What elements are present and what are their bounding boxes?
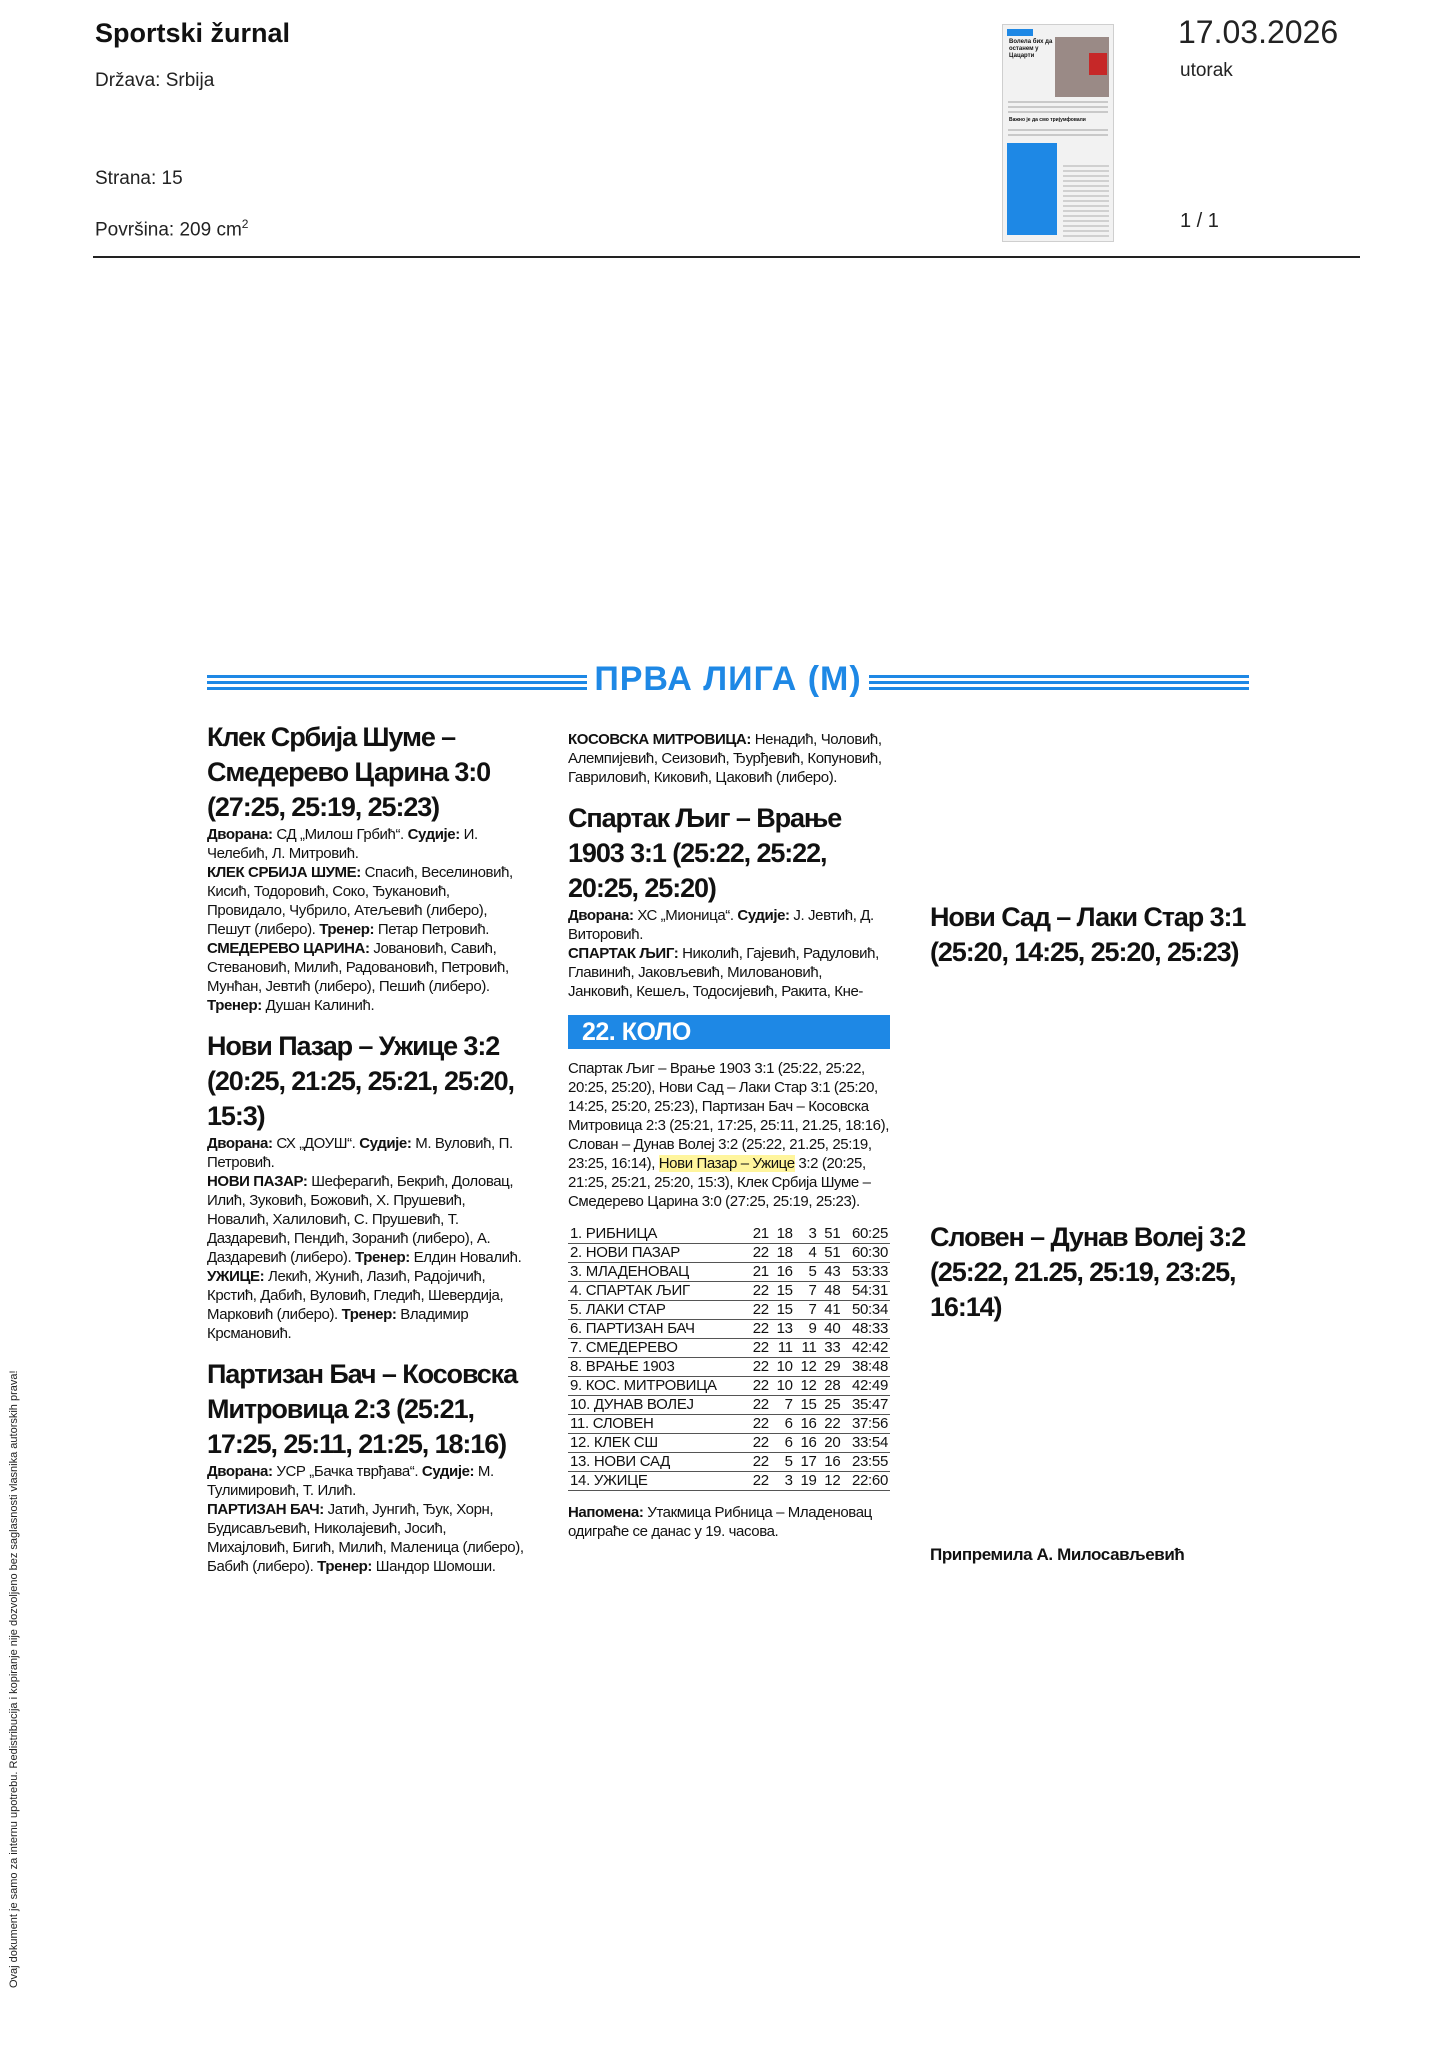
team-name-cell: 2. НОВИ ПАЗАР <box>568 1244 747 1263</box>
stat-cell: 5 <box>795 1263 819 1282</box>
hall-name: ХС „Мионица“. <box>633 907 734 924</box>
team-roster: Јовановић, Савић, Стевановић, Милић, Радовановић, Петровић, Мунћан, Јевтић (либеро), Пешић (либеро). <box>207 940 509 995</box>
stat-cell: 17 <box>795 1453 819 1472</box>
team-label: УЖИЦЕ: <box>207 1268 265 1285</box>
issue-date: 17.03.2026 <box>1178 14 1339 50</box>
stat-cell: 20 <box>819 1434 843 1453</box>
header-divider <box>93 256 1360 258</box>
hall-name: СХ „ДОУШ“. <box>272 1135 356 1152</box>
stat-cell: 18 <box>771 1244 795 1263</box>
table-row <box>568 1396 890 1415</box>
hall-label: Дворана: <box>207 826 273 843</box>
stat-cell: 6 <box>771 1415 795 1434</box>
stat-cell: 50:34 <box>842 1301 890 1320</box>
referees-label: Судије: <box>733 907 790 924</box>
match-4-hall <box>568 906 890 944</box>
thumbnail-accent-bar <box>1007 29 1033 36</box>
stat-cell: 53:33 <box>842 1263 890 1282</box>
hall-label: Дворана: <box>568 907 634 924</box>
table-row <box>568 1225 890 1244</box>
stat-cell: 9 <box>795 1320 819 1339</box>
coach-label: Тренер: <box>351 1249 410 1266</box>
stat-cell: 22 <box>747 1320 771 1339</box>
thumbnail-photo-jersey <box>1089 53 1107 75</box>
stat-cell: 22 <box>747 1244 771 1263</box>
hall-name: СД „Милош Грбић“. <box>272 826 404 843</box>
stat-cell: 23:55 <box>842 1453 890 1472</box>
section-header <box>207 660 1249 704</box>
team-roster: Јатић, Јунгић, Ђук, Хорн, Будисављевић, Николајевић, Јосић, Михајловић, Бигић, Милић, Маленица (либеро), Бабић (либеро). <box>207 1501 524 1575</box>
team-label: СПАРТАК ЉИГ: <box>568 945 679 962</box>
page-label: Strana: 15 <box>95 168 183 189</box>
issue-weekday: utorak <box>1180 60 1233 81</box>
stat-cell: 10 <box>771 1358 795 1377</box>
team-name-cell: 4. СПАРТАК ЉИГ <box>568 1282 747 1301</box>
stat-cell: 48:33 <box>842 1320 890 1339</box>
thumbnail-blue-box <box>1007 143 1057 235</box>
stat-cell: 25 <box>819 1396 843 1415</box>
team-name-cell: 6. ПАРТИЗАН БАЧ <box>568 1320 747 1339</box>
match-6-heading: Словен – Дунав Волеј 3:2 (25:22, 21.25, 25:19, 23:25, 16:14) <box>930 1222 1246 1322</box>
stat-cell: 48 <box>819 1282 843 1301</box>
stat-cell: 16 <box>771 1263 795 1282</box>
referees-label: Судије: <box>418 1463 475 1480</box>
round-results <box>568 1059 890 1211</box>
match-3-hall <box>207 1462 527 1500</box>
stat-cell: 22 <box>747 1377 771 1396</box>
team-label: НОВИ ПАЗАР: <box>207 1173 308 1190</box>
match-1-team-1 <box>207 863 527 939</box>
coach-label: Тренер: <box>313 1558 373 1575</box>
stat-cell: 11 <box>771 1339 795 1358</box>
stat-cell: 5 <box>771 1453 795 1472</box>
team-name-cell: 9. КОС. МИТРОВИЦА <box>568 1377 747 1396</box>
team-name-cell: 13. НОВИ САД <box>568 1453 747 1472</box>
match-2-heading: Нови Пазар – Ужице 3:2 (20:25, 21:25, 25:21, 25:20, 15:3) <box>207 1031 514 1131</box>
stat-cell: 16 <box>795 1415 819 1434</box>
table-row <box>568 1339 890 1358</box>
match-1-hall <box>207 825 527 863</box>
match-4-team-1 <box>568 944 890 1001</box>
table-row <box>568 1301 890 1320</box>
results-text: 3:2 (20:25, 21:25, 25:21, 25:20, 15:3), Клек Србија Шуме – Смедерево Царина 3:0 (27:25, 25:19, 25:23). <box>568 1155 871 1210</box>
team-name-cell: 8. ВРАЊЕ 1903 <box>568 1358 747 1377</box>
stat-cell: 6 <box>771 1434 795 1453</box>
copyright-note: Ovaj dokument je samo za internu upotrebu. Redistribucija i kopiranje nije dozvoljeno bez saglasnosti vlasnika autorskih prava! <box>8 1370 20 1988</box>
column-1 <box>207 720 527 1576</box>
coach-name: Шандор Шомоши. <box>372 1558 496 1575</box>
column-3 <box>930 900 1252 1564</box>
area-superscript: 2 <box>241 217 249 231</box>
match-5-heading: Нови Сад – Лаки Стар 3:1 (25:20, 14:25, 25:20, 25:23) <box>930 902 1246 967</box>
stat-cell: 19 <box>795 1472 819 1491</box>
page-thumbnail[interactable] <box>1002 24 1114 242</box>
stat-cell: 7 <box>795 1282 819 1301</box>
stat-cell: 21 <box>747 1225 771 1244</box>
stat-cell: 7 <box>795 1301 819 1320</box>
match-3-team-2 <box>568 730 890 787</box>
stat-cell: 28 <box>819 1377 843 1396</box>
stat-cell: 15 <box>795 1396 819 1415</box>
coach-label: Тренер: <box>337 1306 397 1323</box>
team-label: СМЕДЕРЕВО ЦАРИНА: <box>207 940 370 957</box>
stat-cell: 22 <box>747 1301 771 1320</box>
coach-name: Владимир Крсмановић. <box>207 1306 469 1342</box>
stat-cell: 22 <box>747 1358 771 1377</box>
stat-cell: 29 <box>819 1358 843 1377</box>
standings-note <box>568 1503 890 1541</box>
stat-cell: 11 <box>795 1339 819 1358</box>
stat-cell: 18 <box>771 1225 795 1244</box>
team-label: ПАРТИЗАН БАЧ: <box>207 1501 324 1518</box>
hall-name: УСР „Бачка тврђава“. <box>272 1463 419 1480</box>
standings-body <box>568 1225 890 1491</box>
stat-cell: 12 <box>795 1377 819 1396</box>
match-1-heading: Клек Србија Шуме – Смедерево Царина 3:0 (27:25, 25:19, 25:23) <box>207 722 491 822</box>
match-2-team-2 <box>207 1267 527 1343</box>
stat-cell: 13 <box>771 1320 795 1339</box>
hall-label: Дворана: <box>207 1135 273 1152</box>
stat-cell: 16 <box>795 1434 819 1453</box>
stat-cell: 22 <box>747 1282 771 1301</box>
stat-cell: 51 <box>819 1225 843 1244</box>
team-name-cell: 5. ЛАКИ СТАР <box>568 1301 747 1320</box>
stat-cell: 22 <box>747 1396 771 1415</box>
stat-cell: 15 <box>771 1301 795 1320</box>
team-name-cell: 3. МЛАДЕНОВАЦ <box>568 1263 747 1282</box>
coach-label: Тренер: <box>315 921 375 938</box>
table-row <box>568 1472 890 1491</box>
stat-cell: 37:56 <box>842 1415 890 1434</box>
table-row <box>568 1244 890 1263</box>
table-row <box>568 1320 890 1339</box>
match-1-team-2 <box>207 939 527 1015</box>
stat-cell: 33:54 <box>842 1434 890 1453</box>
stat-cell: 7 <box>771 1396 795 1415</box>
team-roster: Шеферагић, Бекрић, Доловац, Илић, Зуковић, Божовић, Х. Прушевић, Новалић, Халиловић, С. Прушевић, Т. Даздаревић, Пендић, Зоранић (либеро), А. Даздаревић (либеро). <box>207 1173 514 1266</box>
page-counter: 1 / 1 <box>1180 210 1219 232</box>
area-text: Površina: 209 cm <box>95 219 242 241</box>
referees-label: Судије: <box>355 1135 412 1152</box>
team-roster: Лекић, Жунић, Лазић, Радојичић, Крстић, Дабић, Вуловић, Гледић, Шевердија, Марковић (либеро). <box>207 1268 504 1323</box>
stat-cell: 35:47 <box>842 1396 890 1415</box>
stat-cell: 22 <box>747 1339 771 1358</box>
note-text: Утакмица Рибница – Младеновац одиграће се данас у 19. часова. <box>568 1504 872 1540</box>
thumbnail-subhead: Важно је да смо тријумфовали <box>1009 117 1086 123</box>
stat-cell: 43 <box>819 1263 843 1282</box>
stat-cell: 3 <box>795 1225 819 1244</box>
column-2 <box>568 730 890 1541</box>
stat-cell: 16 <box>819 1453 843 1472</box>
referees-names: И. Челебић, Л. Митровић. <box>207 826 478 862</box>
highlighted-match: Нови Пазар – Ужице <box>658 1155 795 1172</box>
match-3-heading: Партизан Бач – Косовска Митровица 2:3 (25:21, 17:25, 25:11, 21:25, 18:16) <box>207 1359 518 1459</box>
team-name-cell: 10. ДУНАВ ВОЛЕЈ <box>568 1396 747 1415</box>
coach-name: Елдин Новалић. <box>409 1249 522 1266</box>
thumbnail-text-line <box>1008 129 1108 131</box>
hall-label: Дворана: <box>207 1463 273 1480</box>
area-label <box>95 217 248 241</box>
thumbnail-text-line <box>1008 106 1108 108</box>
stat-cell: 51 <box>819 1244 843 1263</box>
coach-name: Петар Петровић. <box>374 921 490 938</box>
stat-cell: 22 <box>747 1415 771 1434</box>
stat-cell: 60:25 <box>842 1225 890 1244</box>
coach-name: Душан Калинић. <box>261 997 375 1014</box>
standings-table <box>568 1225 890 1491</box>
team-roster: Николић, Гајевић, Радуловић, Главинић, Јаковљевић, Миловановић, Јанковић, Кешељ, Тодосијевић, Ракита, Кне- <box>568 945 879 1000</box>
publication-title: Sportski žurnal <box>95 18 291 48</box>
stat-cell: 10 <box>771 1377 795 1396</box>
thumbnail-text-line <box>1008 134 1108 136</box>
team-name-cell: 7. СМЕДЕРЕВО <box>568 1339 747 1358</box>
stat-cell: 42:49 <box>842 1377 890 1396</box>
thumbnail-text-line <box>1008 111 1108 113</box>
referees-names: М. Тулимировић, Т. Илић. <box>207 1463 494 1499</box>
stat-cell: 22 <box>747 1434 771 1453</box>
table-row <box>568 1415 890 1434</box>
stat-cell: 60:30 <box>842 1244 890 1263</box>
team-label: КОСОВСКА МИТРОВИЦА: <box>568 731 751 748</box>
thumbnail-headline: Волела бих да останем у Цацарти <box>1009 39 1053 59</box>
stat-cell: 21 <box>747 1263 771 1282</box>
coach-label: Тренер: <box>207 997 262 1014</box>
thumbnail-text-line <box>1008 101 1108 103</box>
match-2-hall <box>207 1134 527 1172</box>
match-2-team-1 <box>207 1172 527 1267</box>
table-row <box>568 1358 890 1377</box>
match-3-team-1 <box>207 1500 527 1576</box>
country-label: Država: Srbija <box>95 70 215 91</box>
table-row <box>568 1453 890 1472</box>
team-roster: Спасић, Веселиновић, Кисић, Тодоровић, Соко, Ђукановић, Провидало, Чубрило, Атељевић (либеро), Пешут (либеро). <box>207 864 513 938</box>
stat-cell: 33 <box>819 1339 843 1358</box>
stat-cell: 38:48 <box>842 1358 890 1377</box>
byline: Припремила А. Милосављевић <box>930 1545 1185 1564</box>
stat-cell: 41 <box>819 1301 843 1320</box>
team-name-cell: 12. КЛЕК СШ <box>568 1434 747 1453</box>
stat-cell: 40 <box>819 1320 843 1339</box>
stat-cell: 12 <box>819 1472 843 1491</box>
note-label: Напомена: <box>568 1504 644 1521</box>
team-label: КЛЕК СРБИЈА ШУМЕ: <box>207 864 361 881</box>
results-text: Спартак Љиг – Врање 1903 3:1 (25:22, 25:22, 20:25, 25:20), Нови Сад – Лаки Стар 3:1 (25:20, 14:25, 25:20, 25:23), Партизан Бач – Косовска Митровица 2:3 (25:21, 17:25, 25:11, 21.25, 18:16), Слован – Дунав Волеј 3:2 (25:22, 21.25, 25:19, 23:25, 16:14), <box>568 1060 889 1172</box>
match-4-heading: Спартак Љиг – Врање 1903 3:1 (25:22, 25:22, 20:25, 25:20) <box>568 803 842 903</box>
stat-cell: 22 <box>747 1472 771 1491</box>
stat-cell: 15 <box>771 1282 795 1301</box>
stat-cell: 42:42 <box>842 1339 890 1358</box>
round-banner: 22. КОЛО <box>568 1015 890 1049</box>
stat-cell: 22:60 <box>842 1472 890 1491</box>
table-row <box>568 1377 890 1396</box>
section-title: ПРВА ЛИГА (М) <box>594 660 862 698</box>
team-name-cell: 1. РИБНИЦА <box>568 1225 747 1244</box>
referees-label: Судије: <box>403 826 460 843</box>
referees-names: Ј. Јевтић, Д. Виторовић. <box>568 907 874 943</box>
referees-names: М. Вуловић, П. Петровић. <box>207 1135 513 1171</box>
stat-cell: 12 <box>795 1358 819 1377</box>
stat-cell: 22 <box>819 1415 843 1434</box>
thumbnail-table <box>1063 165 1109 237</box>
team-name-cell: 14. УЖИЦЕ <box>568 1472 747 1491</box>
table-row <box>568 1434 890 1453</box>
stat-cell: 4 <box>795 1244 819 1263</box>
table-row <box>568 1282 890 1301</box>
stat-cell: 22 <box>747 1453 771 1472</box>
stat-cell: 3 <box>771 1472 795 1491</box>
team-roster: Ненадић, Чоловић, Алемпијевић, Сеизовић, Ђурђевић, Копуновић, Гавриловић, Киковић, Цаковић (либеро). <box>568 731 882 786</box>
team-name-cell: 11. СЛОВЕН <box>568 1415 747 1434</box>
table-row <box>568 1263 890 1282</box>
stat-cell: 54:31 <box>842 1282 890 1301</box>
